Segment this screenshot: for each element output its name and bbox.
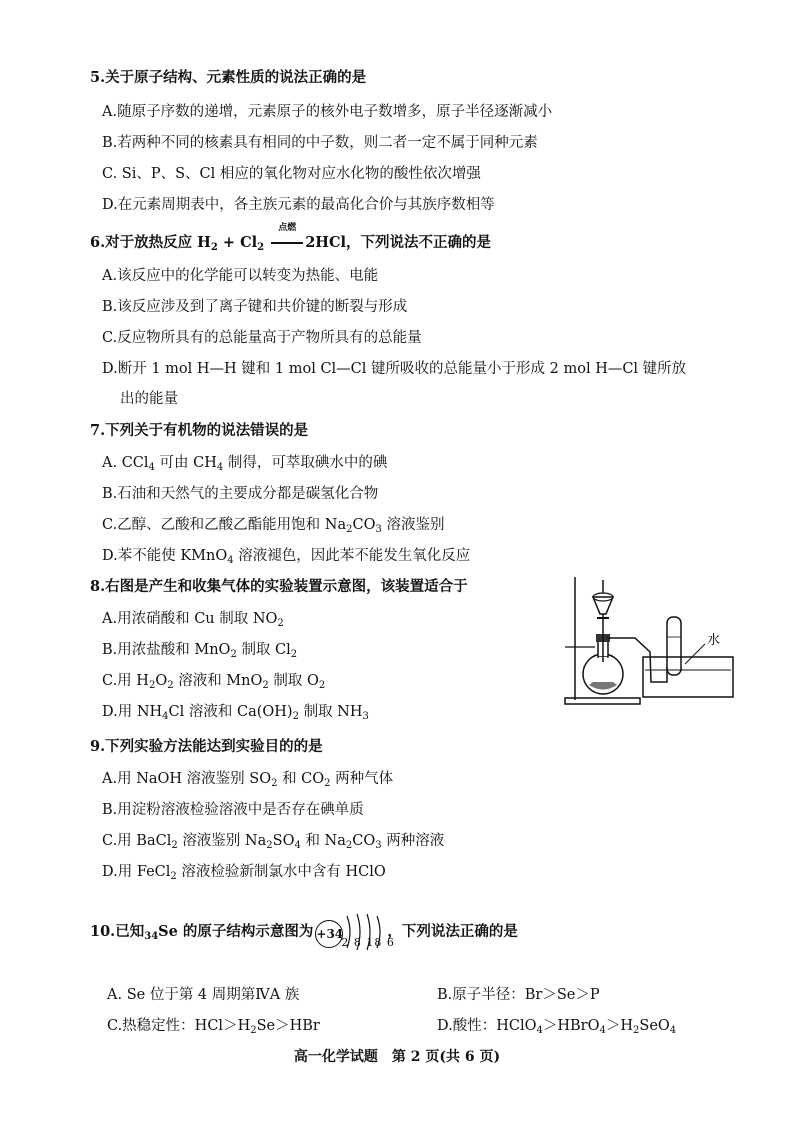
question-5-option-d: D.在元素周期表中，各主族元素的最高化合价与其族序数相等 (102, 197, 495, 213)
question-5-option-b: B.若两种不同的核素具有相同的中子数，则二者一定不属于同种元素 (102, 135, 538, 151)
question-7-stem: 7.下列关于有机物的说法错误的是 (90, 422, 309, 439)
question-7-option-b: B.石油和天然气的主要成分都是碳氢化合物 (102, 486, 379, 502)
question-9-option-d: D.用 FeCl$_2$ 溶液检验新制氯水中含有 HClO (102, 864, 386, 882)
electron-shells: 2 8 18 6 (341, 936, 395, 949)
question-10-option-d: D.酸性：$HClO_4>HBrO_4>H_2SeO_4$ (437, 1018, 677, 1036)
question-8-option-b: B.用浓盐酸和 MnO$_2$ 制取 $Cl_2$ (102, 642, 298, 660)
question-8-option-c: C.用 $H_2O_2$ 溶液和 MnO$_2$ 制取 $O_2$ (102, 673, 326, 691)
reaction-arrow: 点燃 (269, 234, 305, 251)
nucleus-label: +34 (315, 920, 343, 948)
question-9-stem: 9.下列实验方法能达到实验目的的是 (90, 738, 323, 755)
question-10-option-a: A. Se 位于第 4 周期第ⅣA 族 (107, 987, 300, 1003)
question-9-option-b: B.用淀粉溶液检验溶液中是否存在碘单质 (102, 802, 364, 818)
question-6-option-d-cont: 出的能量 (120, 391, 178, 407)
water-label: 水 (707, 633, 721, 648)
atom-structure-diagram (315, 912, 395, 952)
question-6-option-d: D.断开 1 mol H—H 键和 1 mol Cl—Cl 键所吸收的总能量小于形成 2 mol H—Cl 键所放 (102, 361, 687, 377)
question-6-option-a: A.该反应中的化学能可以转变为热能、电能 (102, 268, 379, 284)
question-9-option-c: C.用 BaCl$_2$ 溶液鉴别 $Na_2SO_4$ 和 $Na_2CO_3$ 两种溶液 (102, 833, 445, 851)
question-9-option-a: A.用 NaOH 溶液鉴别 $SO_2$ 和 $CO_2$ 两种气体 (102, 771, 394, 789)
question-10-option-b: B.原子半径：Br＞Se＞P (437, 987, 600, 1003)
question-8-option-d: D.用 $NH_4Cl$ 溶液和 $Ca(OH)_2$ 制取 $NH_3$ (102, 704, 369, 722)
question-8-option-a: A.用浓硝酸和 Cu 制取 $NO_2$ (102, 611, 284, 629)
page-footer: 高一化学试题 第 2 页(共 6 页) (293, 1049, 501, 1065)
question-6-stem: 6.对于放热反应 $H_2 + Cl_2$ 点燃 2HCl，下列说法不正确的是 (90, 223, 492, 253)
question-7-option-a: A. CCl$_4$ 可由 $CH_4$ 制得，可萃取碘水中的碘 (102, 455, 388, 473)
question-5-option-c: C. Si、P、S、Cl 相应的氧化物对应水化物的酸性依次增强 (102, 166, 481, 182)
question-7-option-d: D.苯不能使 KMnO$_4$ 溶液褪色，因此苯不能发生氧化反应 (102, 548, 471, 566)
apparatus-diagram (555, 572, 745, 712)
question-5-stem: 5.关于原子结构、元素性质的说法正确的是 (90, 69, 367, 86)
question-10-option-c: C.热稳定性：$HCl>H_2Se>HBr$ (107, 1018, 320, 1036)
question-5-option-a: A.随原子序数的递增，元素原子的核外电子数增多，原子半径逐渐减小 (102, 104, 553, 120)
question-8-stem: 8.右图是产生和收集气体的实验装置示意图，该装置适合于 (90, 578, 468, 595)
question-6-option-b: B.该反应涉及到了离子键和共价键的断裂与形成 (102, 299, 408, 315)
question-7-option-c: C.乙醇、乙酸和乙酸乙酯能用饱和 $Na_2CO_3$ 溶液鉴别 (102, 517, 445, 535)
question-6-option-c: C.反应物所具有的总能量高于产物所具有的总能量 (102, 330, 422, 346)
question-10-stem: 10.已知$_{34}$Se 的原子结构示意图为 +34 2 8 18 6 ，下列说法正确的是 (90, 912, 518, 952)
